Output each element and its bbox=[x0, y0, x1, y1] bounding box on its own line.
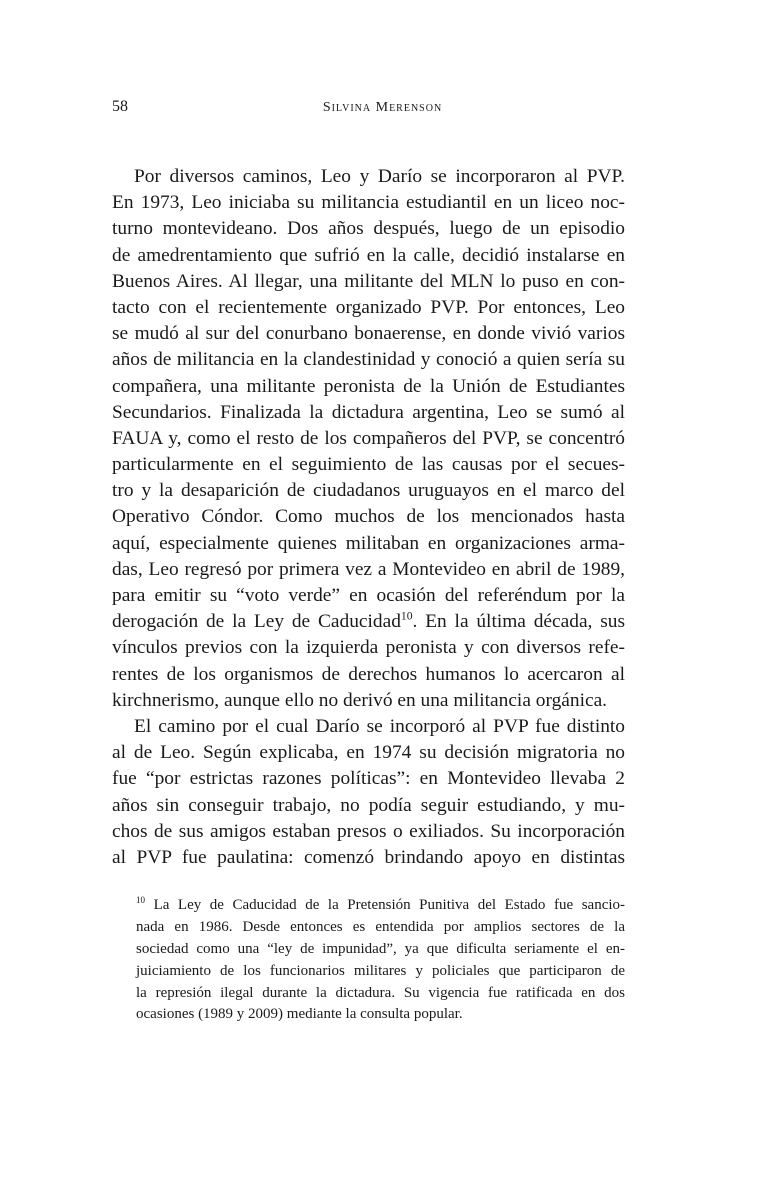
text-line: Por diversos caminos, Leo y Darío se incorporaron al PVP. bbox=[134, 166, 625, 187]
footnote-line: sociedad como una “ley de impunidad”, ya que dificulta seriamente el en- bbox=[136, 940, 625, 957]
text-line: Buenos Aires. Al llegar, una militante del MLN lo puso en con- bbox=[112, 270, 625, 292]
footnote-line: juiciamiento de los funcionarios militares y policiales que participaron de bbox=[136, 962, 625, 979]
text-line: tro y la desaparición de ciudadanos uruguayos en el marco del bbox=[112, 480, 625, 502]
text-line: fue “por estrictas razones políticas”: en Montevideo llevaba 2 bbox=[112, 768, 625, 790]
footnote-marker: 10 bbox=[136, 895, 145, 905]
footnote-line bbox=[136, 895, 625, 917]
running-head: Silvina Merenson bbox=[322, 100, 443, 115]
footnote-line: ocasiones (1989 y 2009) mediante la consulta popular. bbox=[136, 1006, 463, 1023]
text-line: das, Leo regresó por primera vez a Montevideo en abril de 1989, bbox=[112, 558, 625, 580]
text-line: turno montevideano. Dos años después, luego de un episodio bbox=[112, 218, 625, 240]
text-line: rentes de los organismos de derechos humanos lo acercaron al bbox=[112, 663, 625, 685]
text-segment: derogación de la Ley de Caducidad bbox=[112, 611, 401, 633]
text-segment: La Ley de Caducidad de la Pretensión Punitiva del Estado fue sancio- bbox=[153, 897, 626, 913]
text-line: FAUA y, como el resto de los compañeros del PVP, se concentró bbox=[112, 427, 625, 449]
text-line: vínculos previos con la izquierda peronista y con diversos refe- bbox=[112, 637, 625, 659]
text-line: al de Leo. Según explicaba, en 1974 su decisión migratoria no bbox=[112, 742, 625, 764]
text-line: para emitir su “voto verde” en ocasión del referéndum por la bbox=[112, 585, 625, 606]
text-line: años de militancia en la clandestinidad y conoció a quien sería su bbox=[112, 349, 625, 371]
text-line-with-note bbox=[112, 609, 625, 635]
footnotes bbox=[136, 895, 625, 1026]
text-line: kirchnerismo, aunque ello no derivó en una militancia orgánica. bbox=[112, 689, 608, 711]
text-line: años sin conseguir trabajo, no podía seguir estudiando, y mu- bbox=[112, 794, 625, 816]
text-line: Secundarios. Finalizada la dictadura argentina, Leo se sumó al bbox=[112, 401, 625, 423]
footnote-reference: 10 bbox=[400, 609, 413, 623]
text-line: de amedrentamiento que sufrió en la calle, decidió instalarse en bbox=[112, 244, 625, 266]
text-line: Operativo Cóndor. Como muchos de los mencionados hasta bbox=[112, 506, 625, 528]
text-segment: . En la última década, sus bbox=[412, 611, 626, 633]
text-line: En 1973, Leo iniciaba su militancia estudiantil en un liceo noc- bbox=[112, 192, 625, 214]
text-line: tacto con el recientemente organizado PVP. Por entonces, Leo bbox=[112, 296, 625, 318]
footnote-line: la represión ilegal durante la dictadura. Su vigencia fue ratificada en dos bbox=[136, 984, 625, 1001]
body-text bbox=[112, 164, 625, 871]
text-line: chos de sus amigos estaban presos o exiliados. Su incorporación bbox=[112, 820, 625, 842]
page-number: 58 bbox=[112, 98, 128, 115]
text-line: compañera, una militante peronista de la Unión de Estudiantes bbox=[112, 375, 625, 397]
text-line: aquí, especialmente quienes militaban en organizaciones arma- bbox=[112, 532, 625, 554]
text-line: El camino por el cual Darío se incorporó al PVP fue distinto bbox=[134, 715, 625, 737]
text-line: particularmente en el seguimiento de las causas por el secues- bbox=[112, 454, 625, 476]
footnote-line: nada en 1986. Desde entonces es entendida por amplios sectores de la bbox=[136, 918, 625, 935]
text-line: al PVP fue paulatina: comenzó brindando apoyo en distintas bbox=[112, 846, 625, 868]
text-line: se mudó al sur del conurbano bonaerense, en donde vivió varios bbox=[112, 323, 625, 345]
